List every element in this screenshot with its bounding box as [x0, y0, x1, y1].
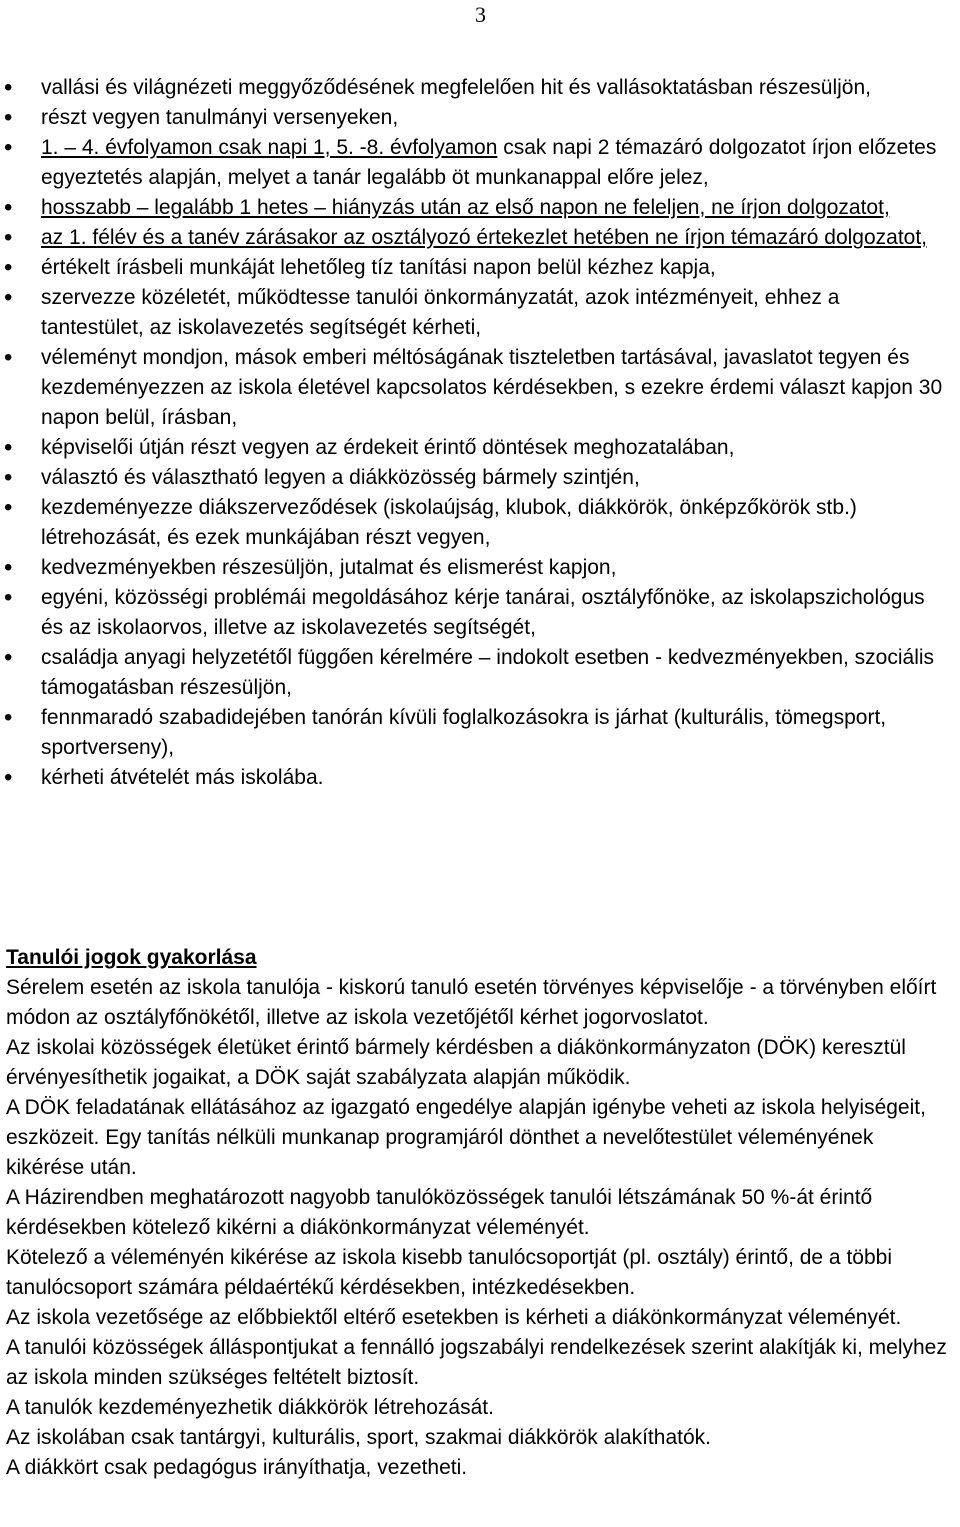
list-item: [0, 193, 960, 223]
section-paragraph: A DÖK feladatának ellátásához az igazgató engedélye alapján igénybe veheti az iskola helyiségeit, eszközeit. Egy tanítás nélküli munkanap programjáról dönthet a nevelőtestület véleményének kikérése után.: [6, 1096, 926, 1179]
list-item: [0, 223, 960, 253]
list-item: [0, 283, 960, 343]
list-item-text: egyéni, közösségi problémái megoldásához kérje tanárai, osztályfőnöke, az iskolapszichológus és az iskolaorvos, illetve az iskolavezetés segítségét,: [41, 586, 925, 639]
list-item-underlined-text: hosszabb – legalább 1 hetes – hiányzás után az első napon ne feleljen, ne írjon dolgozatot,: [41, 196, 890, 219]
section-paragraph: A tanulók kezdeményezhetik diákkörök létrehozását.: [6, 1396, 494, 1419]
student-rights-section: [6, 943, 950, 1483]
section-heading: Tanulói jogok gyakorlása: [6, 946, 257, 969]
list-item-underlined-text: 1. – 4. évfolyamon csak napi 1, 5. -8. évfolyamon: [41, 136, 498, 159]
list-item-text: kérheti átvételét más iskolába.: [41, 766, 324, 789]
list-item: [0, 643, 960, 703]
list-item: [0, 553, 960, 583]
list-item: [0, 433, 960, 463]
list-item-text: családja anyagi helyzetétől függően kérelmére – indokolt esetben - kedvezményekben, szociális támogatásban részesüljön,: [41, 646, 935, 699]
list-item-text: csak napi 2 témazáró dolgozatot írjon előzetes egyeztetés alapján, melyet a tanár legalább öt munkanappal előre jelez,: [41, 136, 937, 189]
list-item-text: szervezze közéletét, működtesse tanulói önkormányzatát, azok intézményeit, ehhez a tantestület, az iskolavezetés segítségét kérheti,: [41, 286, 840, 339]
list-item-text: véleményt mondjon, mások emberi méltóságának tiszteletben tartásával, javaslatot tegyen és kezdeményezzen az iskola életével kapcsolatos kérdésekben, s ezekre érdemi választ kapjon 30 napon belül, írásban,: [41, 346, 943, 429]
list-item: [0, 493, 960, 553]
section-paragraph: Az iskolában csak tantárgyi, kulturális, sport, szakmai diákkörök alakíthatók.: [6, 1426, 711, 1449]
list-item-text: fennmaradó szabadidejében tanórán kívüli foglalkozásokra is járhat (kulturális, tömegsport, sportverseny),: [41, 706, 887, 759]
section-paragraph: Az iskolai közösségek életüket érintő bármely kérdésben a diákönkormányzaton (DÖK) keresztül érvényesíthetik jogaikat, a DÖK saját szabályzata alapján működik.: [6, 1036, 906, 1089]
list-item-text: részt vegyen tanulmányi versenyeken,: [41, 106, 399, 129]
list-item: [0, 343, 960, 433]
list-item-text: kezdeményezze diákszerveződések (iskolaújság, klubok, diákkörök, önképzőkörök stb.) létrehozását, és ezek munkájában részt vegyen,: [41, 496, 857, 549]
section-paragraph: Az iskola vezetősége az előbbiektől eltérő esetekben is kérheti a diákönkormányzat véleményét.: [6, 1306, 902, 1329]
section-paragraph: Sérelem esetén az iskola tanulója - kiskorú tanuló esetén törvényes képviselője - a törvényben előírt módon az osztályfőnökétől, illetve az iskola vezetőjétől kérhet jogorvoslatot.: [6, 976, 937, 1029]
list-item-text: képviselői útján részt vegyen az érdekeit érintő döntések meghozatalában,: [41, 436, 735, 459]
section-paragraph: A Házirendben meghatározott nagyobb tanulóközösségek tanulói létszámának 50 %-át érintő kérdésekben kötelező kikérni a diákönkormányzat véleményét.: [6, 1186, 873, 1239]
list-item: [0, 253, 960, 283]
list-item: [0, 583, 960, 643]
list-item-text: vallási és világnézeti meggyőződésének megfelelően hit és vallásoktatásban részesüljön,: [41, 76, 871, 99]
section-paragraph: Kötelező a véleményén kikérése az iskola kisebb tanulócsoportját (pl. osztály) érintő, de a többi tanulócsoport számára példaértékű kérdésekben, intézkedésekben.: [6, 1246, 892, 1299]
list-item-text: választó és választható legyen a diákközösség bármely szintjén,: [41, 466, 640, 489]
list-item: [0, 103, 960, 133]
list-item-text: értékelt írásbeli munkáját lehetőleg tíz tanítási napon belül kézhez kapja,: [41, 256, 716, 279]
list-item: [0, 73, 960, 103]
section-paragraph: A diákkört csak pedagógus irányíthatja, vezetheti.: [6, 1456, 468, 1479]
list-item: [0, 463, 960, 493]
rights-list: [0, 73, 960, 793]
list-item: [0, 703, 960, 763]
section-paragraph: A tanulói közösségek álláspontjukat a fennálló jogszabályi rendelkezések szerint alakítják ki, melyhez az iskola minden szükséges feltételt biztosít.: [6, 1336, 947, 1389]
list-item: [0, 133, 960, 193]
list-item-underlined-text: az 1. félév és a tanév zárásakor az osztályozó értekezlet hetében ne írjon témazáró dolgozatot,: [41, 226, 928, 249]
list-item: [0, 763, 960, 793]
page-number: 3: [475, 2, 486, 27]
list-item-text: kedvezményekben részesüljön, jutalmat és elismerést kapjon,: [41, 556, 617, 579]
